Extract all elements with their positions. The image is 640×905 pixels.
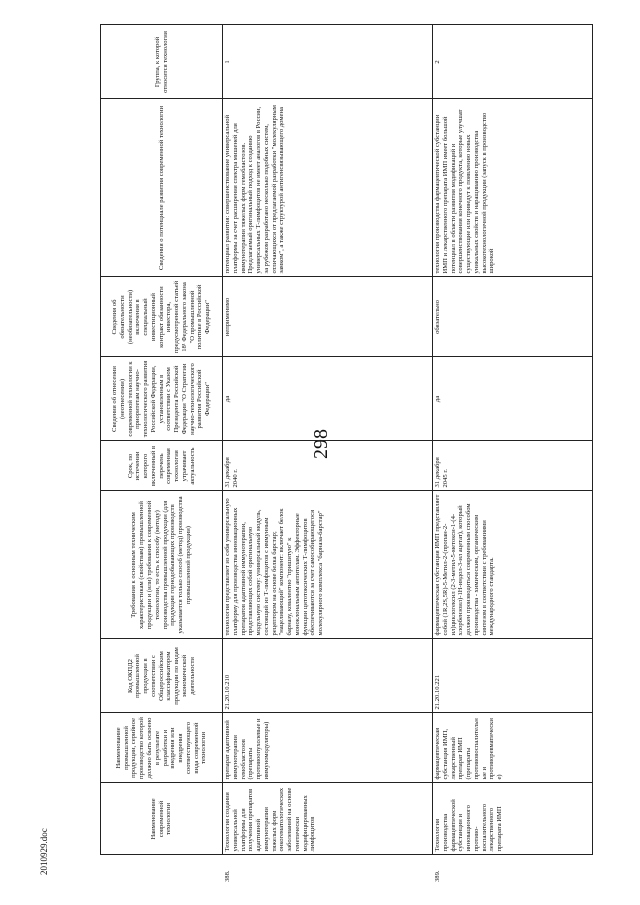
table-header-row — [101, 25, 223, 885]
technology-registry-table — [100, 25, 593, 886]
header-priority: Сведения об отнесении (неотнесении) современной технологии к приоритетам научно-технологического развития Российской Федерации, установленным в соответствии с Указом Президента Российской Федерации "О Стратегии научно-технологического развития Российской Федерации" — [101, 357, 223, 441]
priority-cell: да — [223, 357, 433, 441]
deadline-cell: 31 декабря 2045 г. — [433, 441, 593, 491]
header-product: Наименование промышленной продукции, серийное производство которой должно быть освоено в результате разработки и внедрения или внедрения соответствующего вида современной технологии — [101, 713, 223, 783]
requirements-cell: технология представляет из себя универсальную платформу для производства инновационных препаратов адаптивной иммунотерапии, представляющих собой оригинальную модульную систему: универсальный модуль, состоящий из Т-лимфоцитов с иммунным рецептором на основе белка барстар; "нацеливающий" компонент: включает белок барназу, ковалентно "пришитую" к моноклональным антителам. Эффекторные функции цитотоксических Т-лимфоцитов обеспечиваются за счет самособирающегося молекулярного комплекса "барназа-барстар" — [223, 491, 433, 639]
header-okpd2: Код ОКПД2 промышленной продукции в соответствии с Общероссийским классификатором продукции по видам экономической деятельности — [101, 639, 223, 713]
okpd2-cell: 21.20.10.221 — [433, 639, 593, 713]
mandatory-cell: неприменимо — [223, 277, 433, 357]
technology-cell: Технология создания универсальной платформы для получения препаратов адаптивной иммунотерапии тяжелых форм онкогематологических заболеваний на основе генетически модифицированных лимфоцитов — [223, 783, 433, 855]
row-number: 389. — [433, 870, 441, 882]
header-potential: Сведения о потенциале развития современной технологии — [101, 99, 223, 277]
product-cell: фармацевтическая субстанция ИМП, лекарственный препарат ИМП (препараты противовоспалительные и противоревматические) — [433, 713, 593, 783]
okpd2-cell: 21.20.10.210 — [223, 639, 433, 713]
header-group: Группа, к которой относится технология — [101, 25, 223, 99]
header-deadline: Срок, по истечении которого включенный в перечень современная технология утрачивает актуальность — [101, 441, 223, 491]
mandatory-cell: обязательно — [433, 277, 593, 357]
deadline-cell: 31 декабря 2040 г. — [223, 441, 433, 491]
document-footer: 2010929.doc — [39, 828, 49, 875]
header-mandatory: Сведения об обязательности (необязательности) включения в специальный инвестиционный контракт обязанности инвестора, предусмотренной статьей 18¹ Федерального закона "О промышленной политике в Российской Федерации" — [101, 277, 223, 357]
table-row — [433, 25, 593, 885]
potential-cell: технология производства фармацевтической субстанции ИМП и лекарственного препарата ИМП имеет большой потенциал в области развития модификаций и совершенствования конечного продукта, которые улучшат существующие или приведут к появлению новых уникальных свойств и наращиванию производства высокотехнологичной продукции (запуск в производство широкой — [433, 99, 593, 277]
product-cell: препарат адаптивной иммунотерапии гемобластозов (препараты противоопухолевые и иммуномодуляторы) — [223, 713, 433, 783]
header-technology: Наименование современной технологии — [101, 783, 223, 855]
requirements-cell: фармацевтическая субстанция ИМП представляет собой (1R,2S,5R)-5-Метил-2-(пропан-2-ил)циклогексил (2-3-метил-5-метокси-1-(4-хлорбензоил)-1Н-индол-3-ил ацетат), который должен производиться современным способом производства - химическим, органическим синтезом в соответствии с требованиями международного стандарта. — [433, 491, 593, 639]
group-cell: 1 — [223, 25, 433, 99]
potential-cell: потенциал развития: совершенствование универсальной платформы за счет расширения спектра мишеней для иммунотерапии тяжелых форм гемобластозов. Предлагаемый оригинальный подход к созданию универсальных Т-лимфоцитов не имеет аналогов в России, за рубежом разработано несколько подобных систем, отличающихся от предлагаемой разработки "молекулярным замком", а также структурой антигенсвязывающего домена — [223, 99, 433, 277]
priority-cell: да — [433, 357, 593, 441]
table-row — [223, 25, 433, 885]
header-requirements: Требования к основным техническим характеристикам (свойствам) промышленной продукции и (или) требования к современной технологии, то есть к способу (методу) производства промышленной продукции (для продукции горнодобывающих производств указывается только способ (метод) производства промышленной продукции) — [101, 491, 223, 639]
header-num — [101, 855, 223, 885]
page-number: 298 — [310, 429, 332, 459]
group-cell: 2 — [433, 25, 593, 99]
document-table-wrapper — [100, 15, 620, 885]
row-number: 388. — [223, 870, 231, 882]
technology-cell: Технология производства фармацевтической субстанции и инновационного противо-воспалительного лекарственного препарата ИМП — [433, 783, 593, 855]
